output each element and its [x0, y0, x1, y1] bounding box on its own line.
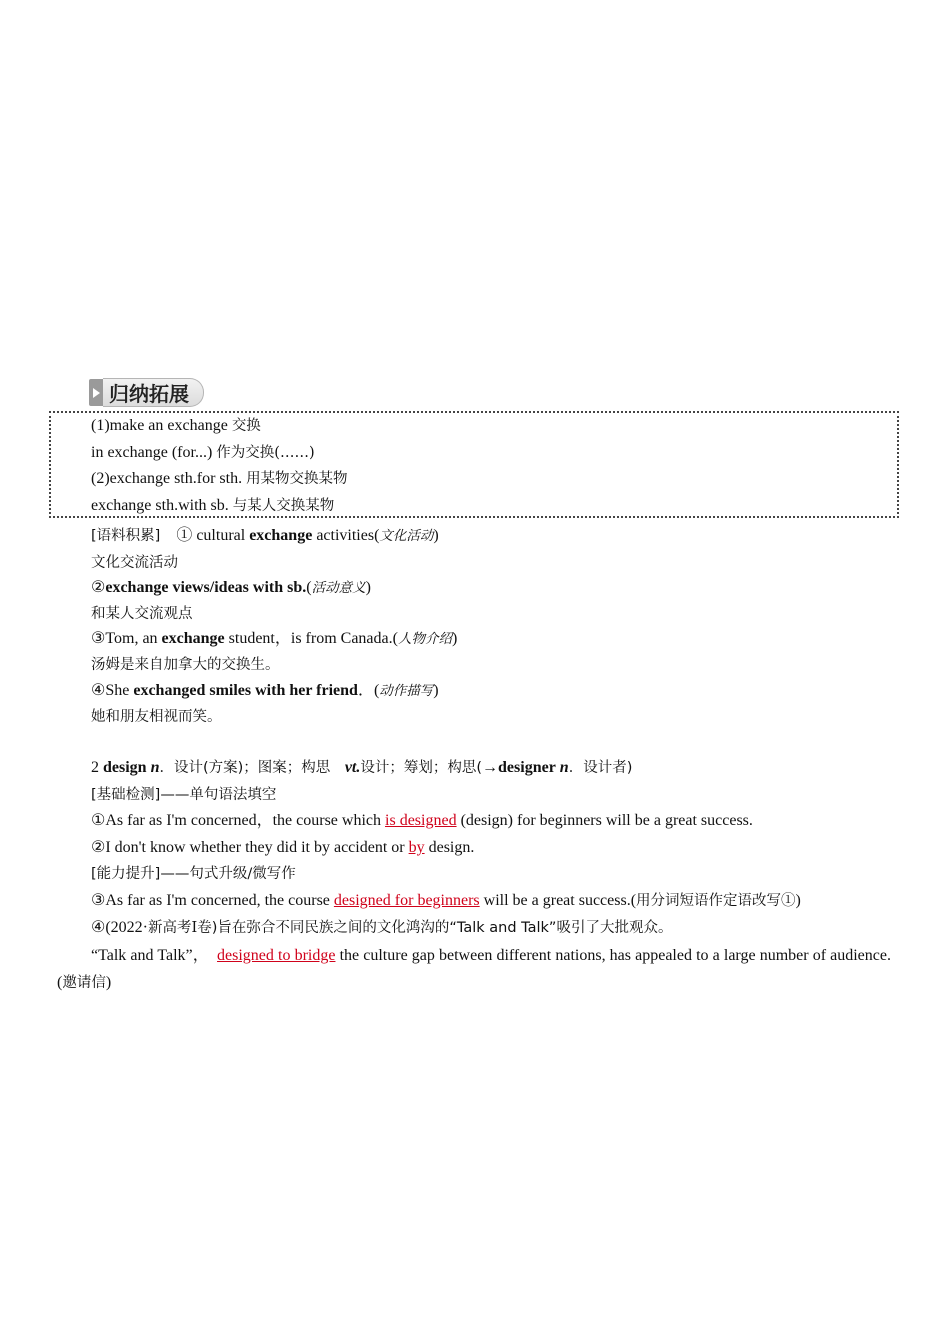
corpus-translation-4: 她和朋友相视而笑。 — [91, 709, 222, 725]
corpus-translation-2: 和某人交流观点 — [91, 606, 193, 622]
question-3: ③As far as I'm concerned, the course designed for beginners will be a great success.(用分词短语作定语改写①) — [91, 892, 801, 909]
box-line-4: exchange sth.with sb. 与某人交换某物 — [91, 497, 335, 514]
question-2: ②I don't know whether they did it by accident or by design. — [91, 839, 475, 856]
answer-4: designed to bridge — [217, 947, 336, 964]
entry-design-heading: 2 design n．设计(方案)；图案；构思 vt.设计；筹划；构思(→designer n．设计者) — [91, 759, 633, 776]
section-header-tag — [89, 378, 213, 407]
box-line-3: (2)exchange sth.for sth. 用某物交换某物 — [91, 470, 348, 487]
basic-check-label: [基础检测]——单句语法填空 — [91, 787, 277, 803]
answer-3: designed for beginners — [333, 892, 480, 909]
question-4-answer: “Talk and Talk”， designed to bridge the culture gap between different nations, has appealed to a large number of audience.(邀请信) — [57, 947, 891, 991]
corpus-translation-1: 文化交流活动 — [91, 555, 178, 571]
answer-1: is designed — [385, 812, 457, 829]
question-4: ④(2022·新高考Ⅰ卷)旨在弥合不同民族之间的文化鸿沟的“Talk and Talk”吸引了大批观众。 — [91, 919, 673, 936]
answer-2: by — [408, 839, 425, 856]
corpus-item-2: ②exchange views/ideas with sb.(活动意义) — [91, 579, 371, 596]
question-1: ①As far as I'm concerned，the course which is designed (design) for beginners will be a great success. — [91, 812, 753, 829]
corpus-translation-3: 汤姆是来自加拿大的交换生。 — [91, 657, 280, 673]
corpus-item-3: ③Tom, an exchange student，is from Canada.(人物介绍) — [91, 630, 458, 647]
box-line-2: in exchange (for...) 作为交换(……) — [91, 444, 315, 461]
box-line-1: (1)make an exchange 交换 — [91, 417, 261, 434]
arrow-icon: → — [482, 759, 499, 776]
corpus-label: [语料积累] — [91, 528, 161, 544]
section-header-title: 归纳拓展 — [103, 378, 204, 407]
corpus-item-4: ④She exchanged smiles with her friend．(动作描写) — [91, 682, 439, 699]
corpus-item-1: [语料积累] ① cultural exchange activities(文化活动) — [91, 527, 439, 544]
play-triangle-icon — [89, 379, 103, 406]
improve-label: [能力提升]——句式升级/微写作 — [91, 866, 296, 882]
